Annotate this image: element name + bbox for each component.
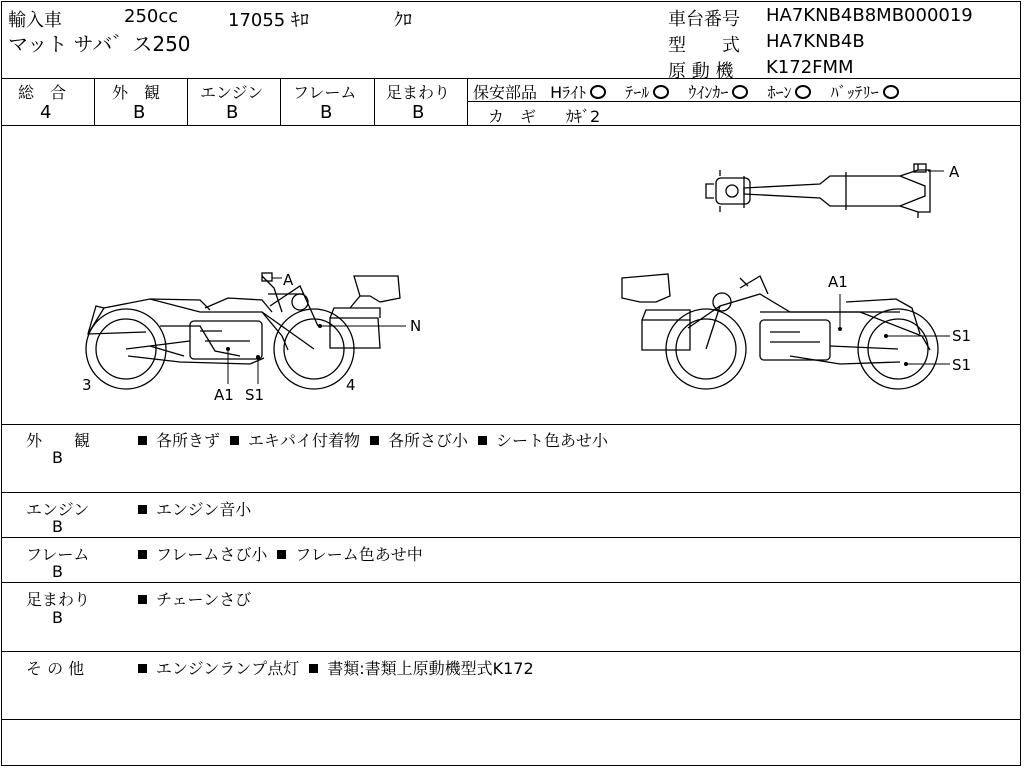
note-engine-label: エンジン [26, 500, 90, 519]
bullet-square-icon [138, 436, 147, 445]
note-frame-label: フレーム [26, 545, 90, 564]
safety-item-label: Hﾗｲﾄ [550, 83, 587, 102]
overall-grade: 4 [40, 102, 52, 123]
note-exterior-grade: B [52, 448, 63, 467]
key-value: ｶｷﾞ2 [566, 107, 601, 126]
safety-item-label: ｳｲﾝｶｰ [688, 83, 729, 102]
diagram-label: A [283, 271, 294, 289]
note-item: エンジン音小 [156, 500, 252, 519]
safety-item-battery [831, 83, 899, 102]
engine-grade: B [226, 102, 239, 123]
safety-item-label: ﾃｰﾙ [625, 83, 650, 102]
frame-grade-label: フレーム [293, 83, 357, 102]
note-suspension-items [138, 587, 251, 610]
safety-item-tail [625, 83, 669, 102]
divider [280, 78, 281, 125]
safety-item-label: ﾊﾞｯﾃﾘｰ [830, 83, 879, 102]
key-label: カ ギ [488, 107, 537, 126]
overall-label: 総 合 [18, 83, 67, 102]
top-view-bike [706, 164, 930, 218]
divider [1, 78, 1021, 79]
divider [467, 78, 468, 125]
diagram-label: S1 [952, 356, 972, 374]
note-item: 書類:書類上原動機型式K172 [327, 659, 534, 678]
safety-label: 保安部品 [473, 83, 538, 102]
category: 輸入車 [8, 10, 62, 31]
bullet-square-icon [277, 550, 286, 559]
bullet-square-icon [230, 436, 239, 445]
safety-item-winker [688, 83, 748, 102]
divider [1, 582, 1021, 583]
bullet-square-icon [138, 664, 147, 673]
frame-no: HA7KNB4B8MB000019 [766, 5, 973, 26]
diagram-label: 3 [82, 376, 92, 394]
divider [94, 78, 95, 125]
right-side-bike [622, 274, 938, 389]
divider [1, 492, 1021, 493]
diagram-label: S1 [245, 386, 265, 404]
diagram-label: A1 [214, 386, 234, 404]
note-item: エンジンランプ点灯 [156, 659, 300, 678]
note-suspension-grade: B [52, 608, 63, 627]
note-item: フレーム色あせ中 [295, 545, 423, 564]
safety-item-headlight [550, 83, 606, 102]
ok-circle-icon [590, 85, 606, 99]
engine-grade-label: エンジン [200, 83, 264, 102]
divider [1, 424, 1021, 425]
suspension-grade-label: 足まわり [386, 83, 451, 102]
left-side-bike [86, 273, 400, 389]
frame-no-label: 車台番号 [668, 9, 740, 30]
safety-item-label: ﾎｰﾝ [767, 83, 792, 102]
note-item: 各所きず [156, 431, 221, 450]
frame-grade: B [320, 102, 333, 123]
note-item: エキパイ付着物 [248, 431, 361, 450]
note-suspension-label: 足まわり [26, 590, 91, 609]
ok-circle-icon [653, 85, 669, 99]
bullet-square-icon [138, 505, 147, 514]
diagram-label: A [949, 163, 960, 181]
diagram-label: 4 [346, 376, 356, 394]
note-engine-items [138, 497, 251, 520]
diagram-label: A1 [828, 273, 848, 291]
type-value: HA7KNB4B [766, 31, 865, 52]
bullet-square-icon [370, 436, 379, 445]
displacement: 250cc [124, 6, 179, 27]
note-exterior-label: 外 観 [26, 431, 91, 450]
safety-row [473, 80, 899, 103]
type-label: 型 式 [668, 35, 740, 56]
engine-label: 原 動 機 [668, 61, 734, 82]
divider [374, 78, 375, 125]
note-item: 各所さび小 [388, 431, 469, 450]
bullet-square-icon [138, 595, 147, 604]
note-engine-grade: B [52, 517, 63, 536]
bullet-square-icon [138, 550, 147, 559]
note-exterior-items [138, 428, 608, 451]
suspension-grade: B [412, 102, 425, 123]
diagram-label: N [410, 317, 422, 335]
bullet-square-icon [478, 436, 487, 445]
diagram-label: S1 [952, 327, 972, 345]
mileage: 17055 ｷﾛ [228, 10, 309, 31]
divider [1, 719, 1021, 720]
bullet-square-icon [309, 664, 318, 673]
note-item: フレームさび小 [156, 545, 268, 564]
exterior-label: 外 観 [112, 83, 161, 102]
engine-value: K172FMM [766, 57, 854, 78]
exterior-grade: B [133, 102, 146, 123]
divider [1, 651, 1021, 652]
color: ｸﾛ [394, 10, 412, 31]
note-other-items [138, 656, 534, 679]
divider [1, 537, 1021, 538]
note-item: チェーンさび [156, 590, 252, 609]
model-name: マット サバ゛ス250 [8, 32, 191, 56]
ok-circle-icon [883, 85, 899, 99]
ok-circle-icon [795, 85, 811, 99]
note-frame-grade: B [52, 562, 63, 581]
note-item: シート色あせ小 [496, 431, 609, 450]
damage-diagram [0, 126, 1024, 424]
ok-circle-icon [732, 85, 748, 99]
safety-item-horn [767, 83, 811, 102]
note-frame-items [138, 542, 423, 565]
note-other-label: そ の 他 [26, 659, 85, 678]
divider [187, 78, 188, 125]
